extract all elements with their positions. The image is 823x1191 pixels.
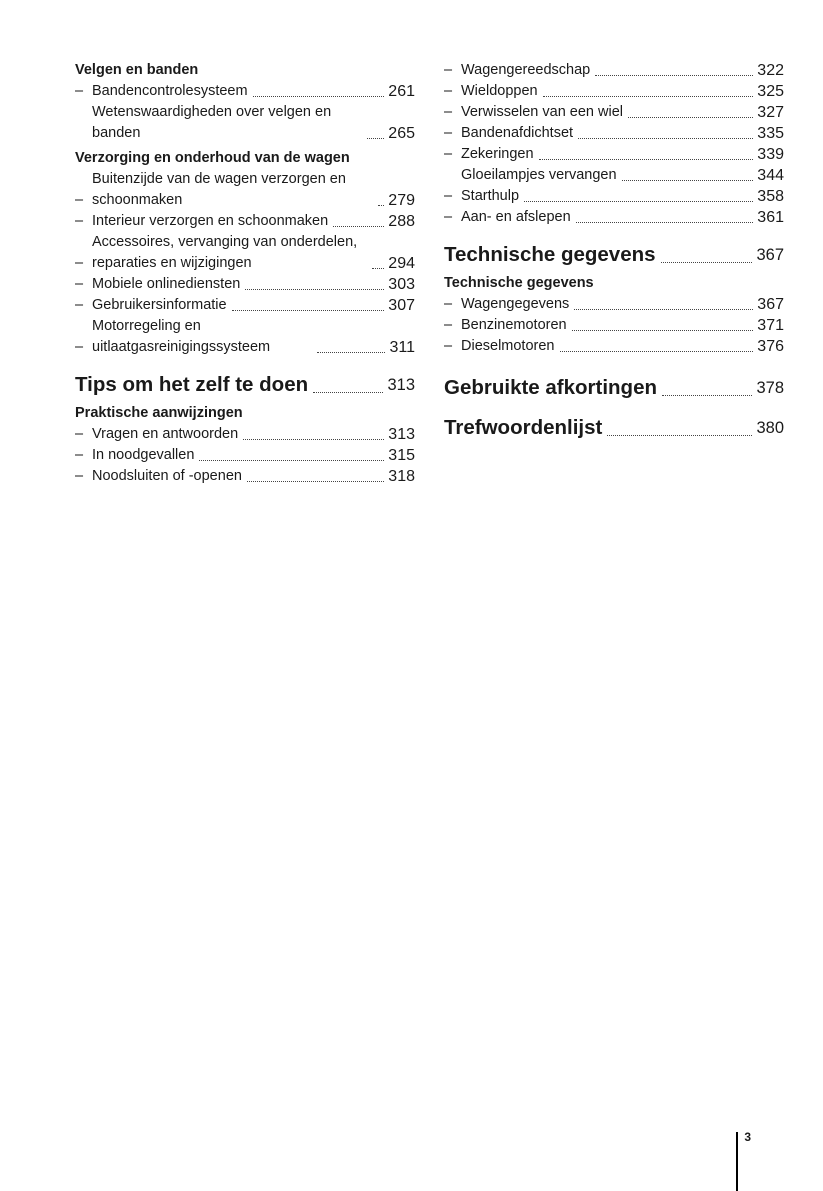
dot-leader	[245, 289, 384, 290]
page-ref: 367	[756, 246, 784, 264]
dash: –	[75, 192, 84, 208]
section-heading: Technische gegevens	[444, 275, 594, 291]
entry-title: Noodsluiten of -openen	[92, 468, 242, 484]
dash: –	[75, 339, 84, 355]
toc-entry[interactable]	[75, 424, 415, 445]
dot-leader	[524, 201, 753, 202]
dash: –	[444, 125, 453, 141]
dot-leader	[578, 138, 753, 139]
dot-leader	[313, 392, 383, 393]
chapter-title: Trefwoordenlijst	[444, 416, 603, 439]
dot-leader	[232, 310, 385, 311]
entry-title: Bandencontrolesysteem	[92, 83, 248, 99]
page-ref: 303	[388, 276, 415, 293]
toc-entry[interactable]	[75, 169, 415, 211]
toc-entry[interactable]	[75, 81, 415, 102]
page-ref: 322	[757, 62, 784, 79]
page-number: 3	[744, 1130, 751, 1144]
page-ref: 307	[388, 297, 415, 314]
toc-entry[interactable]	[444, 81, 784, 102]
dot-leader	[574, 309, 753, 310]
dot-leader	[595, 75, 753, 76]
dash: –	[444, 188, 453, 204]
toc-entry[interactable]	[75, 295, 415, 316]
chapter-title: Technische gegevens	[444, 243, 656, 266]
dot-leader	[628, 117, 753, 118]
dot-leader	[572, 330, 754, 331]
dash: –	[75, 213, 84, 229]
page-ref: 361	[757, 209, 784, 226]
dash: –	[75, 83, 84, 99]
toc-entry[interactable]	[444, 207, 784, 228]
toc-right-column	[444, 60, 784, 446]
page-ref: 344	[757, 167, 784, 184]
dot-leader	[543, 96, 754, 97]
page-ref: 367	[757, 296, 784, 313]
page-ref: 380	[756, 419, 784, 437]
dot-leader	[539, 159, 754, 160]
page-ref: 318	[388, 468, 415, 485]
dash: –	[75, 255, 84, 271]
page-ref: 358	[757, 188, 784, 205]
section-heading: Velgen en banden	[75, 62, 199, 78]
page-ref: 325	[757, 83, 784, 100]
toc-entry[interactable]	[444, 144, 784, 165]
page-ref: 279	[388, 192, 415, 209]
dot-leader	[243, 439, 384, 440]
chapter-entry[interactable]	[444, 375, 784, 401]
dot-leader	[372, 268, 384, 269]
dot-leader	[199, 460, 384, 461]
chapter-entry[interactable]	[75, 372, 415, 398]
entry-title: In noodgevallen	[92, 447, 195, 463]
toc-left-column	[75, 60, 415, 487]
dash: –	[444, 296, 453, 312]
dot-leader	[560, 351, 754, 352]
dot-leader	[378, 205, 384, 206]
dash: –	[75, 426, 84, 442]
dash: –	[444, 83, 453, 99]
dash: –	[444, 338, 453, 354]
dot-leader	[317, 352, 385, 353]
toc-entry[interactable]	[75, 445, 415, 466]
dash: –	[75, 468, 84, 484]
page-ref: 294	[388, 255, 415, 272]
chapter-entry[interactable]	[444, 415, 784, 441]
toc-entry[interactable]	[75, 211, 415, 232]
entry-title: Wagengereedschap	[461, 62, 591, 78]
dot-leader	[253, 96, 385, 97]
page-ref: 311	[389, 339, 415, 356]
toc-entry[interactable]	[75, 102, 415, 144]
dash: –	[75, 297, 84, 313]
dash: –	[75, 276, 84, 292]
dash: –	[444, 317, 453, 333]
entry-title: Vragen en antwoorden	[92, 426, 239, 442]
page-ref: 339	[757, 146, 784, 163]
toc-entry[interactable]	[444, 102, 784, 123]
page-ref: 376	[757, 338, 784, 355]
section-heading: Praktische aanwijzingen	[75, 405, 243, 421]
entry-title: Motorregeling en uitlaatgasreinigingssysteem	[92, 318, 271, 355]
dot-leader	[662, 395, 752, 396]
toc-entry[interactable]	[444, 315, 784, 336]
entry-title: Wagengegevens	[461, 296, 570, 312]
entry-title: Wieldoppen	[461, 83, 538, 99]
entry-title: Gloeilampjes vervangen	[461, 167, 617, 183]
section-heading: Verzorging en onderhoud van de wagen	[75, 150, 350, 166]
page-ref: 327	[757, 104, 784, 121]
dash: –	[444, 62, 453, 78]
entry-title: Interieur verzorgen en schoonmaken	[92, 213, 329, 229]
dot-leader	[661, 262, 753, 263]
toc-entry[interactable]	[75, 316, 415, 358]
dash: –	[75, 447, 84, 463]
toc-entry[interactable]	[444, 294, 784, 315]
page-ref: 265	[388, 125, 415, 142]
dot-leader	[247, 481, 384, 482]
entry-title: Dieselmotoren	[461, 338, 555, 354]
page-ref: 335	[757, 125, 784, 142]
toc-entry[interactable]	[75, 274, 415, 295]
toc-entry[interactable]	[75, 466, 415, 487]
dot-leader	[333, 226, 384, 227]
dot-leader	[622, 180, 754, 181]
entry-title: Wetenswaardigheden over velgen en banden	[92, 104, 332, 141]
dash: –	[444, 104, 453, 120]
dot-leader	[576, 222, 754, 223]
entry-title: Starthulp	[461, 188, 520, 204]
toc-entry[interactable]	[444, 60, 784, 81]
entry-title: Accessoires, vervanging van onderdelen, reparaties en wijzigingen	[92, 234, 358, 271]
chapter-title: Gebruikte afkortingen	[444, 376, 658, 399]
page-ref: 378	[756, 379, 784, 397]
entry-title: Gebruikersinformatie	[92, 297, 227, 313]
entry-title: Buitenzijde van de wagen verzorgen en schoonmaken	[92, 171, 346, 208]
page-ref: 288	[388, 213, 415, 230]
entry-title: Bandenafdichtset	[461, 125, 574, 141]
entry-title: Benzinemotoren	[461, 317, 567, 333]
page-ref: 371	[757, 317, 784, 334]
dash: –	[444, 209, 453, 225]
chapter-title: Tips om het zelf te doen	[75, 373, 309, 396]
toc-entry[interactable]	[444, 336, 784, 357]
page-ref: 315	[388, 447, 415, 464]
dot-leader	[367, 138, 384, 139]
entry-title: Mobiele onlinediensten	[92, 276, 241, 292]
toc-entry[interactable]	[444, 186, 784, 207]
entry-title: Verwisselen van een wiel	[461, 104, 624, 120]
entry-title: Aan- en afslepen	[461, 209, 571, 225]
page-ref: 261	[388, 83, 415, 100]
dash: –	[444, 146, 453, 162]
entry-title: Zekeringen	[461, 146, 534, 162]
toc-entry[interactable]	[75, 232, 415, 274]
toc-entry[interactable]	[444, 123, 784, 144]
page-ref: 313	[387, 376, 415, 394]
page-ref: 313	[388, 426, 415, 443]
dot-leader	[607, 435, 752, 436]
chapter-entry[interactable]	[444, 242, 784, 268]
page-marker-bar	[736, 1132, 738, 1191]
toc-entry[interactable]	[444, 165, 784, 186]
